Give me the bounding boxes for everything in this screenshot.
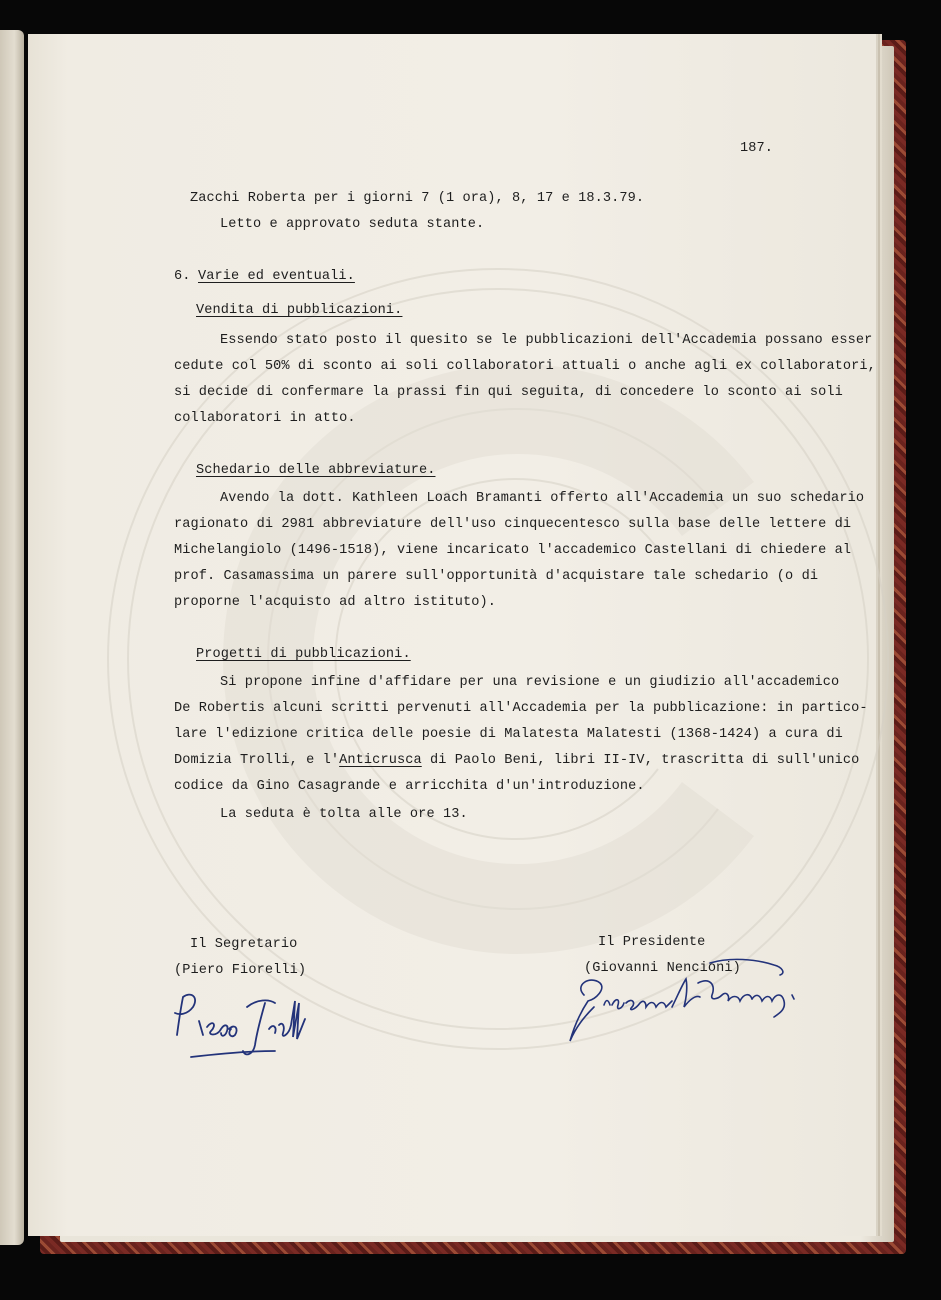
paragraph-line: Michelangiolo (1496-1518), viene incaricato l'accademico Castellani di chiedere al — [174, 543, 852, 558]
underlined-title: Anticrusca — [339, 753, 422, 768]
secretary-title: Il Segretario — [190, 937, 298, 952]
approval-line: Letto e approvato seduta stante. — [220, 217, 485, 232]
paragraph-line: proporne l'acquisto ad altro istituto). — [174, 595, 497, 610]
line-text: di Paolo Beni, libri II-IV, trascritta di sull'unico — [421, 753, 860, 768]
paragraph-line: ragionato di 2981 abbreviature dell'uso cinquecentesco sulla base delle lettere di — [174, 517, 852, 532]
paragraph-line: cedute col 50% di sconto ai soli collaboratori attuali o anche agli ex collaboratori, — [174, 359, 876, 374]
closing-line: La seduta è tolta alle ore 13. — [220, 807, 468, 822]
secretary-signature — [165, 985, 335, 1065]
section-title: Varie ed eventuali. — [198, 269, 355, 284]
paragraph-line: Avendo la dott. Kathleen Loach Bramanti offerto all'Accademia un suo schedario — [220, 491, 865, 506]
subsection-heading: Vendita di pubblicazioni. — [196, 303, 403, 318]
line-text: Domizia Trolli, e l' — [174, 753, 340, 768]
president-title: Il Presidente — [598, 935, 706, 950]
paragraph-line: lare l'edizione critica delle poesie di Malatesta Malatesti (1368-1424) a cura di — [174, 727, 843, 742]
paragraph-line: Essendo stato posto il quesito se le pubblicazioni dell'Accademia possano esser — [220, 333, 873, 348]
subsection-heading: Progetti di pubblicazioni. — [196, 647, 411, 662]
president-signature — [560, 955, 840, 1045]
paragraph-line: prof. Casamassima un parere sull'opportunità d'acquistare tale schedario (o di — [174, 569, 819, 584]
paragraph-line: si decide di confermare la prassi fin qui seguita, di concedere lo sconto ai soli — [174, 385, 843, 400]
paragraph-line — [174, 748, 859, 774]
paragraph-line: Si propone infine d'affidare per una revisione e un giudizio all'accademico — [220, 675, 840, 690]
paragraph-line: De Robertis alcuni scritti pervenuti all'Accademia per la pubblicazione: in partico- — [174, 701, 868, 716]
secretary-name: (Piero Fiorelli) — [174, 963, 307, 978]
left-page-edge — [0, 30, 24, 1245]
subsection-heading: Schedario delle abbreviature. — [196, 463, 436, 478]
paragraph-line: codice da Gino Casagrande e arricchita d'un'introduzione. — [174, 779, 645, 794]
paragraph-line: collaboratori in atto. — [174, 411, 356, 426]
page-number: 187. — [740, 141, 774, 156]
attendance-line: Zacchi Roberta per i giorni 7 (1 ora), 8, 17 e 18.3.79. — [190, 191, 645, 206]
president-name: (Giovanni Nencioni) — [584, 961, 741, 976]
section-number: 6. — [174, 269, 191, 284]
